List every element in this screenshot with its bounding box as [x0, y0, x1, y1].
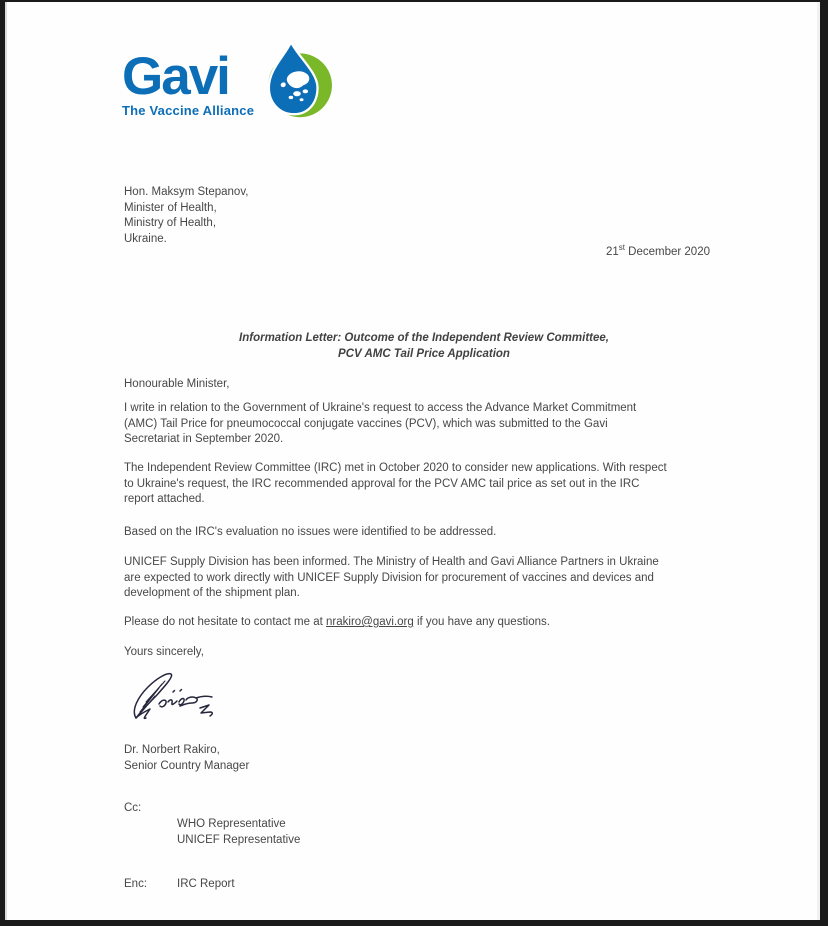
paragraph-line: I write in relation to the Government of Ukraine's request to access the Advance Market Commitment	[124, 402, 637, 414]
contact-text-before: Please do not hesitate to contact me at	[124, 616, 327, 628]
recipient-address	[124, 185, 248, 247]
paragraph-line: The Independent Review Committee (IRC) met in October 2020 to consider new applications. With respect	[124, 462, 667, 474]
gavi-drop-icon	[259, 41, 335, 124]
gavi-wordmark: Gavi	[122, 47, 229, 106]
gavi-logo	[122, 44, 335, 124]
signer-block	[124, 743, 249, 774]
enclosure-value: IRC Report	[177, 878, 235, 890]
recipient-role: Minister of Health,	[124, 201, 217, 214]
letter-page	[5, 2, 820, 920]
paragraph-line: Secretariat in September 2020.	[124, 433, 284, 445]
gavi-logo-text	[122, 47, 255, 118]
signer-title: Senior Country Manager	[124, 759, 250, 772]
subject-line-1: Information Letter: Outcome of the Independent Review Committee,	[239, 332, 609, 344]
signer-name: Dr. Norbert Rakiro,	[124, 744, 220, 756]
contact-line	[124, 615, 550, 631]
cc-label: Cc:	[124, 802, 142, 814]
recipient-org: Ministry of Health,	[124, 217, 217, 229]
cc-item-unicef: UNICEF Representative	[177, 833, 301, 846]
handwritten-signature	[129, 670, 221, 731]
date-ordinal-suffix: st	[618, 243, 625, 253]
paragraph-line: UNICEF Supply Division has been informed. The Ministry of Health and Gavi Alliance Partners in Ukraine	[124, 556, 659, 568]
paragraph-4	[124, 555, 659, 602]
letter-date	[124, 245, 710, 261]
paragraph-line: development of the shipment plan.	[124, 587, 300, 599]
paragraph-line: to Ukraine's request, the IRC recommended approval for the PCV AMC tail price as set out in the IRC	[124, 477, 640, 490]
paragraph-1	[124, 401, 636, 448]
enclosure-label: Enc:	[124, 878, 148, 890]
contact-email-link[interactable]: nrakiro@gavi.org	[326, 616, 414, 628]
subject-line-2: PCV AMC Tail Price Application	[338, 347, 510, 360]
paragraph-line: are expected to work directly with UNICEF Supply Division for procurement of vaccines and devices and	[124, 571, 654, 584]
paragraph-2	[124, 461, 667, 508]
gavi-tagline: The Vaccine Alliance	[122, 103, 255, 118]
recipient-name: Hon. Maksym Stepanov,	[124, 186, 249, 198]
letter-subject	[124, 331, 724, 362]
paragraph-line: Based on the IRC's evaluation no issues were identified to be addressed.	[124, 526, 497, 538]
date-month-year: December 2020	[624, 246, 710, 258]
cc-item-who: WHO Representative	[177, 818, 286, 830]
cc-list	[177, 817, 300, 848]
paragraph-line: report attached.	[124, 493, 205, 505]
recipient-country: Ukraine.	[124, 232, 167, 245]
contact-text-after: if you have any questions.	[413, 616, 550, 628]
salutation: Honourable Minister,	[124, 378, 230, 390]
date-day: 21	[605, 246, 619, 258]
paragraph-line: (AMC) Tail Price for pneumococcal conjugate vaccines (PCV), which was submitted to the Gavi	[124, 417, 608, 430]
paragraph-3	[124, 525, 496, 541]
closing-phrase: Yours sincerely,	[124, 646, 204, 658]
